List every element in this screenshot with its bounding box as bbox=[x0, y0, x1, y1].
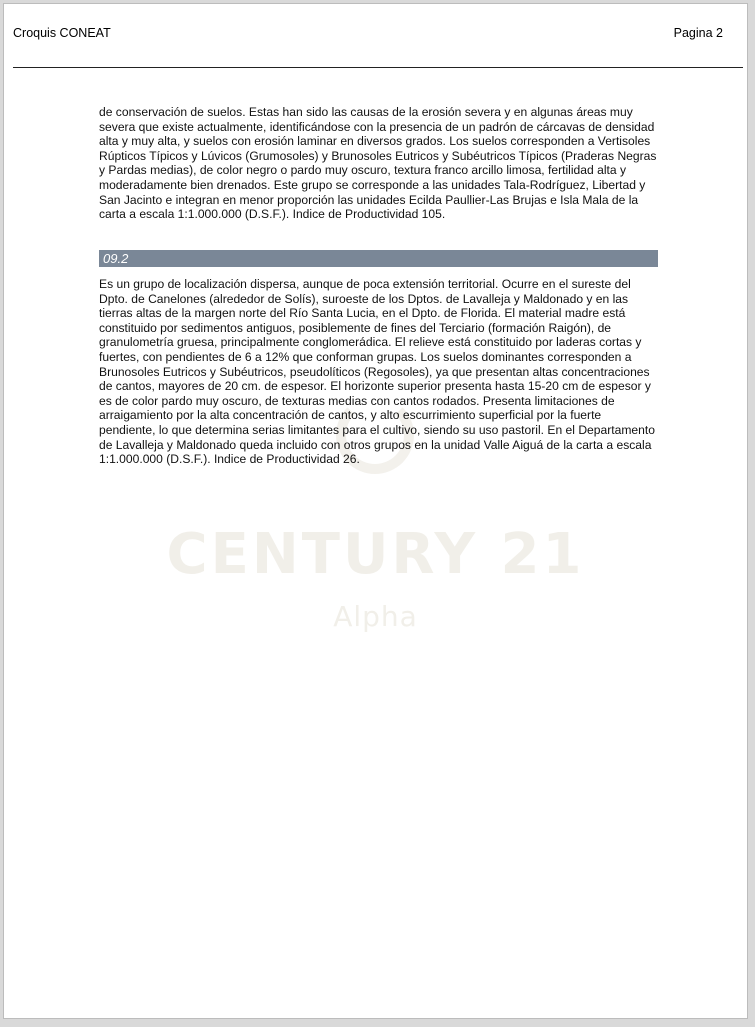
document-page bbox=[3, 3, 748, 1019]
section-heading: 09.2 bbox=[99, 250, 658, 267]
page-header bbox=[13, 26, 723, 44]
header-divider bbox=[13, 67, 743, 68]
watermark-brand: CENTURY 21 bbox=[166, 522, 585, 587]
watermark-office: Alpha bbox=[333, 600, 418, 633]
paragraph-2: Es un grupo de localización dispersa, aunque de poca extensión territorial. Ocurre en el sureste del Dpto. de Canelones (alrededor de Solís), suroeste de los Dptos. de Lavalleja y Maldonado y en las tierras altas de la margen norte del Río Santa Lucia, en el Dpto. de Florida. El material madre está constituido por sedimentos antiguos, posiblemente de fines del Terciario (formación Raigón), de granulometría gruesa, principalmente conglomerádica. El relieve está constituido por laderas cortas y fuertes, con pendientes de 6 a 12% que conforman grupas. Los suelos dominantes corresponden a Brunosoles Eutricos y Subéutricos, pseudolíticos (Regosoles), ya que presentan altas concentraciones de cantos, mayores de 20 cm. de espesor. El horizonte superior presenta hasta 15-20 cm de espesor y es de color pardo muy oscuro, de texturas medias con cantos rodados. Presenta limitaciones de arraigamiento por la alta concentración de cantos, y alto escurrimiento superficial por la fuerte pendiente, lo que determina serias limitantes para el cultivo, siendo su uso pastoril. En el Departamento de Lavalleja y Maldonado queda incluido con otros grupos en la unidad Valle Aiguá de la carta a escala 1:1.000.000 (D.S.F.). Indice de Productividad 26. bbox=[99, 277, 655, 467]
page-number: Pagina 2 bbox=[673, 26, 723, 40]
document-title: Croquis CONEAT bbox=[13, 26, 111, 40]
paragraph-1: de conservación de suelos. Estas han sido las causas de la erosión severa y en algunas áreas muy severa que existe actualmente, identificándose con la presencia de un padrón de cárcavas de densidad alta y muy alta, y suelos con erosión laminar en diversos grados. Los suelos corresponden a Vertisoles Rúpticos Típicos y Lúvicos (Grumosoles) y Brunosoles Eutricos y Subéutricos Típicos (Praderas Negras y Pardas medias), de color negro o pardo muy oscuro, textura franco arcillo limosa, fertilidad alta y moderadamente bien drenados. Este grupo se corresponde a las unidades Tala-Rodríguez, Libertad y San Jacinto e integran en menor proporción las unidades Ecilda Paullier-Las Brujas e Isla Mala de la carta a escala 1:1.000.000 (D.S.F.). Indice de Productividad 105. bbox=[99, 105, 657, 222]
